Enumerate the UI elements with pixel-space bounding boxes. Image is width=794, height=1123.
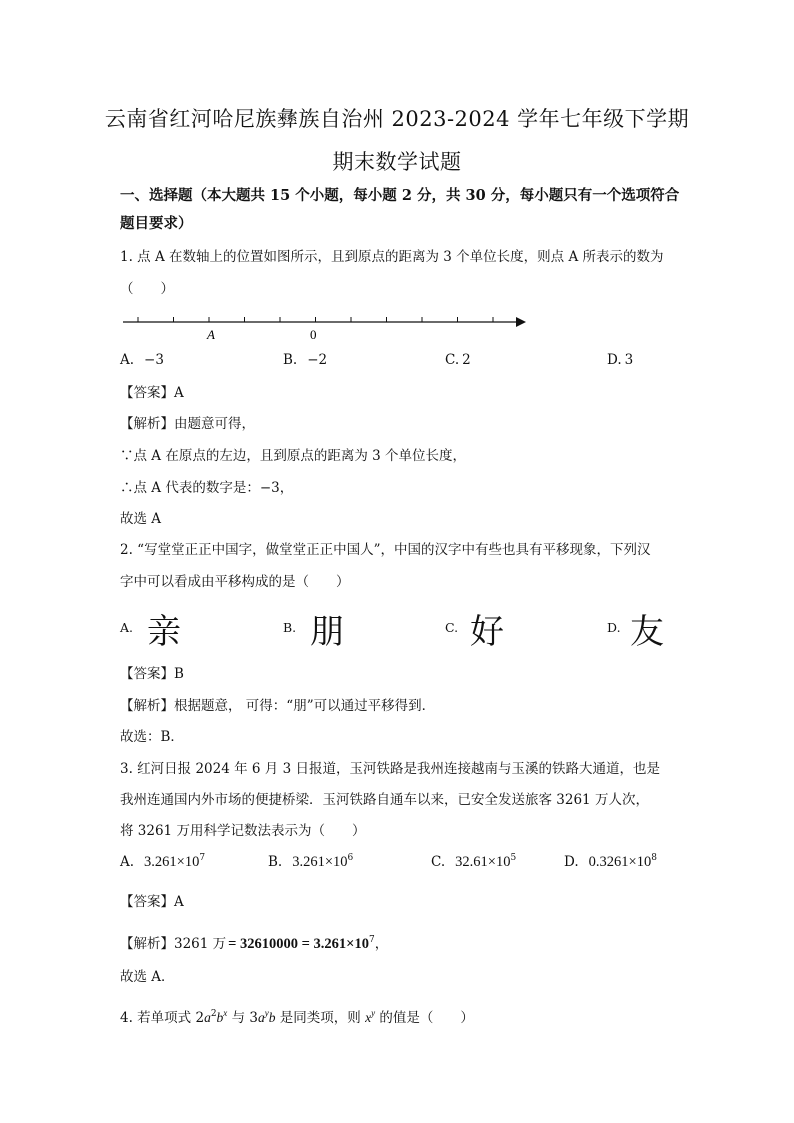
q1-stem-line1: 1. 点 A 在数轴上的位置如图所示，且到原点的距离为 3 个单位长度，则点 A 所表示的数为: [120, 249, 664, 265]
q1-option-c[interactable]: C. 2: [445, 352, 471, 368]
q2-option-d-char[interactable]: 友: [630, 612, 664, 652]
q2-stem-line1: 2. “写堂堂正正中国字，做堂堂正正中国人”，中国的汉字中有些也具有平移现象，下列汉: [120, 542, 651, 558]
q1-analysis-line3: ∴点 A 代表的数字是：−3，: [120, 480, 294, 496]
q2-option-b-char[interactable]: 朋: [310, 612, 344, 652]
number-line-ticks: [138, 317, 493, 322]
q2-option-d-label: D.: [607, 620, 621, 635]
q2-analysis-line1: 【解析】根据题意， 可得：“朋”可以通过平移得到．: [120, 698, 436, 714]
q3-option-a[interactable]: A. $3.261\times 10^7$: [120, 853, 206, 870]
q3-stem-line2: 我州连通国内外市场的便捷桥梁．玉河铁路自通车以来，已安全发送旅客 3261 万人次，: [120, 792, 649, 808]
q1-analysis-line2: ∵点 A 在原点的左边，且到原点的距离为 3 个单位长度，: [120, 448, 467, 464]
number-line-arrow: [516, 317, 526, 327]
q1-option-d[interactable]: D. 3: [607, 352, 634, 368]
q2-analysis-line2: 故选：B．: [120, 729, 184, 745]
q3-option-c[interactable]: C. $32.61\times 10^5$: [431, 853, 517, 870]
q3-answer: 【答案】A: [120, 894, 184, 910]
q1-stem-line2: （ ）: [120, 281, 174, 297]
q2-option-a-label: A.: [120, 620, 134, 635]
point-a-label: A: [207, 327, 215, 342]
q3-option-d[interactable]: D. $0.3261\times 10^8$: [564, 853, 657, 870]
q2-option-a-char[interactable]: 亲: [147, 612, 181, 652]
q3-option-b[interactable]: B. $3.261\times 10^6$: [268, 853, 354, 870]
q2-option-c-char[interactable]: 好: [470, 612, 504, 652]
q1-analysis-line4: 故选 A: [120, 511, 162, 527]
q1-analysis-line1: 【解析】由题意可得，: [120, 416, 255, 432]
origin-label: 0: [310, 327, 317, 342]
q1-option-b[interactable]: B. −2: [283, 352, 328, 368]
number-line-figure: [120, 305, 540, 345]
q4-stem: 4. 若单项式 $2a^2b^x$ 与 $3a^yb$ 是同类项，则 $x^y$ 的值是（ ）: [120, 1008, 474, 1026]
paper-title-line2: 期末数学试题: [332, 150, 462, 174]
q1-answer: 【答案】A: [120, 385, 184, 401]
q2-option-b-label: B.: [283, 620, 297, 635]
q1-option-a[interactable]: A. −3: [120, 352, 164, 368]
paper-title-line1: 云南省红河哈尼族彝族自治州 2023-2024 学年七年级下学期: [104, 107, 690, 131]
section-heading: 一、选择题（本大题共 15 个小题，每小题 2 分，共 30 分，每小题只有一个选项符合题目要求）: [120, 187, 680, 232]
q3-conclusion: 故选 A．: [120, 969, 175, 985]
q2-stem-line2: 字中可以看成由平移构成的是（ ）: [120, 574, 350, 590]
q2-option-c-label: C.: [445, 620, 459, 635]
q2-answer: 【答案】B: [120, 666, 184, 682]
q3-stem-line1: 3. 红河日报 2024 年 6 月 3 日报道，玉河铁路是我州连接越南与玉溪的铁路大通道，也是: [120, 761, 660, 777]
q3-stem-line3: 将 3261 万用科学记数法表示为（ ）: [120, 823, 366, 839]
q3-analysis: 【解析】3261 万 = $32610000 = 3.261\times 10^7$，: [120, 935, 389, 952]
